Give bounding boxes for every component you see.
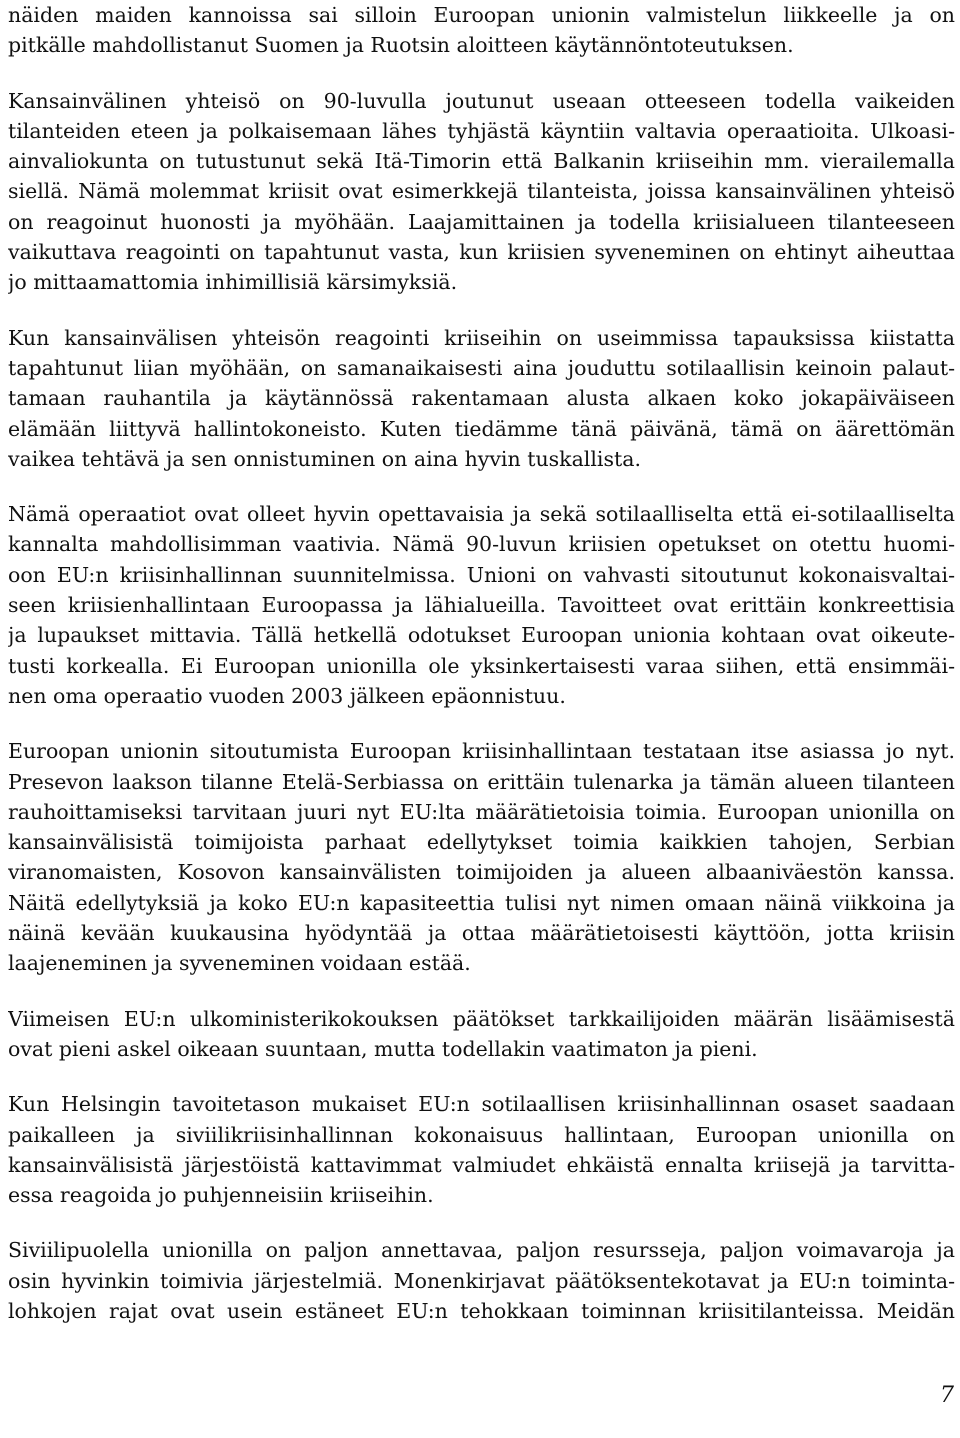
text-line: vaikuttava reagointi on tapahtunut vasta, kun kriisien syveneminen on ehtinyt aiheuttaa bbox=[8, 240, 955, 265]
paragraph-gap bbox=[8, 298, 955, 323]
text-line: essa reagoida jo puhjenneisiin kriiseihin. bbox=[8, 1183, 434, 1208]
text-line: oon EU:n kriisinhallinnan suunnitelmissa. Unioni on vahvasti sitoutunut kokonaisvaltai- bbox=[8, 562, 955, 587]
document-body bbox=[8, 0, 955, 1326]
text-line: on reagoinut huonosti ja myöhään. Laajamittainen ja todella kriisialueen tilanteeseen bbox=[8, 209, 955, 234]
paragraph bbox=[8, 1089, 955, 1210]
text-line: paikalleen ja siviilikriisinhallinnan kokonaisuus hallintaan, Euroopan unionilla on bbox=[8, 1122, 955, 1147]
text-line: ovat pieni askel oikeaan suuntaan, mutta todellakin vaatimaton ja pieni. bbox=[8, 1036, 758, 1061]
text-line: pitkälle mahdollistanut Suomen ja Ruotsin aloitteen käytännöntoteutuksen. bbox=[8, 33, 794, 58]
text-line: lohkojen rajat ovat usein estäneet EU:n tehokkaan toiminnan kriisitilanteissa. Meidän bbox=[8, 1298, 955, 1323]
page-number: 7 bbox=[940, 1383, 954, 1408]
paragraph bbox=[8, 499, 955, 711]
paragraph bbox=[8, 1235, 955, 1326]
text-line: tapahtunut liian myöhään, on samanaikaisesti aina jouduttu sotilaallisin keinoin palaut- bbox=[8, 355, 955, 380]
text-line: Euroopan unionin sitoutumista Euroopan kriisinhallintaan testataan itse asiassa jo nyt. bbox=[8, 739, 955, 764]
text-line: osin hyvinkin toimivia järjestelmiä. Monenkirjavat päätöksentekotavat ja EU:n toiminta- bbox=[8, 1268, 955, 1293]
paragraph bbox=[8, 0, 955, 61]
text-line: nen oma operaatio vuoden 2003 jälkeen epäonnistuu. bbox=[8, 683, 566, 708]
text-line: viranomaisten, Kosovon kansainvälisten toimijoiden ja alueen albaaniväestön kanssa. bbox=[8, 860, 955, 885]
text-line: seen kriisienhallintaan Euroopassa ja lähialueilla. Tavoitteet ovat erittäin konkreettisia bbox=[8, 593, 955, 618]
text-line: ainvaliokunta on tutustunut sekä Itä-Timorin että Balkanin kriiseihin mm. vierailemalla bbox=[8, 149, 955, 174]
text-line: jo mittaamattomia inhimillisiä kärsimyksiä. bbox=[8, 270, 458, 295]
paragraph-gap bbox=[8, 1210, 955, 1235]
text-line: kannalta mahdollisimman vaativia. Nämä 90-luvun kriisien opetukset on otettu huomi- bbox=[8, 532, 955, 557]
paragraph-gap bbox=[8, 474, 955, 499]
text-line: Siviilipuolella unionilla on paljon annettavaa, paljon resursseja, paljon voimavaroja ja bbox=[8, 1238, 955, 1263]
text-line: näiden maiden kannoissa sai silloin Euroopan unionin valmistelun liikkeelle ja on bbox=[8, 3, 955, 27]
text-line: siellä. Nämä molemmat kriisit ovat esimerkkejä tilanteista, joissa kansainvälinen yhteisö bbox=[8, 179, 955, 204]
text-line: tamaan rauhantila ja käytännössä rakentamaan alusta alkaen koko jokapäiväiseen bbox=[8, 386, 955, 411]
text-line: Kun kansainvälisen yhteisön reagointi kriiseihin on useimmissa tapauksissa kiistatta bbox=[8, 325, 955, 350]
paragraph bbox=[8, 736, 955, 978]
text-line: Presevon laakson tilanne Etelä-Serbiassa on erittäin tulenarka ja tämän alueen tilanteen bbox=[8, 769, 955, 794]
paragraph-gap bbox=[8, 1064, 955, 1089]
text-line: tusti korkealla. Ei Euroopan unionilla ole yksinkertaisesti varaa siihen, että ensimmäi- bbox=[8, 653, 955, 678]
paragraph bbox=[8, 1004, 955, 1065]
text-line: laajeneminen ja syveneminen voidaan estää. bbox=[8, 951, 471, 976]
paragraph bbox=[8, 323, 955, 474]
text-line: elämään liittyvä hallintokoneisto. Kuten tiedämme tänä päivänä, tämä on äärettömän bbox=[8, 416, 955, 441]
text-line: kansainvälisistä toimijoista parhaat edellytykset toimia kaikkien tahojen, Serbian bbox=[8, 830, 955, 855]
text-line: tilanteiden eteen ja polkaisemaan lähes tyhjästä käyntiin valtavia operaatioita. Ulkoasi- bbox=[8, 118, 955, 143]
paragraph-gap bbox=[8, 979, 955, 1004]
paragraph bbox=[8, 86, 955, 298]
text-line: Nämä operaatiot ovat olleet hyvin opettavaisia ja sekä sotilaalliselta että ei-sotilaalliselta bbox=[8, 502, 955, 527]
text-line: kansainvälisistä järjestöistä kattavimmat valmiudet ehkäistä ennalta kriisejä ja tarvitta- bbox=[8, 1152, 955, 1177]
text-line: Näitä edellytyksiä ja koko EU:n kapasiteettia tulisi nyt nimen omaan näinä viikkoina ja bbox=[8, 890, 955, 915]
text-line: rauhoittamiseksi tarvitaan juuri nyt EU:lta määrätietoisia toimia. Euroopan unionilla on bbox=[8, 799, 955, 824]
text-line: vaikea tehtävä ja sen onnistuminen on aina hyvin tuskallista. bbox=[8, 446, 641, 471]
text-line: Kun Helsingin tavoitetason mukaiset EU:n sotilaallisen kriisinhallinnan osaset saadaan bbox=[8, 1092, 955, 1117]
paragraph-gap bbox=[8, 711, 955, 736]
text-line: näinä kevään kuukausina hyödyntää ja ottaa määrätietoisesti käyttöön, jotta kriisin bbox=[8, 921, 955, 946]
text-line: Kansainvälinen yhteisö on 90-luvulla joutunut useaan otteeseen todella vaikeiden bbox=[8, 88, 955, 113]
paragraph-gap bbox=[8, 61, 955, 86]
text-line: ja lupaukset mittavia. Tällä hetkellä odotukset Euroopan unionia kohtaan ovat oikeute- bbox=[8, 623, 955, 648]
text-line: Viimeisen EU:n ulkoministerikokouksen päätökset tarkkailijoiden määrän lisäämisestä bbox=[8, 1006, 955, 1031]
